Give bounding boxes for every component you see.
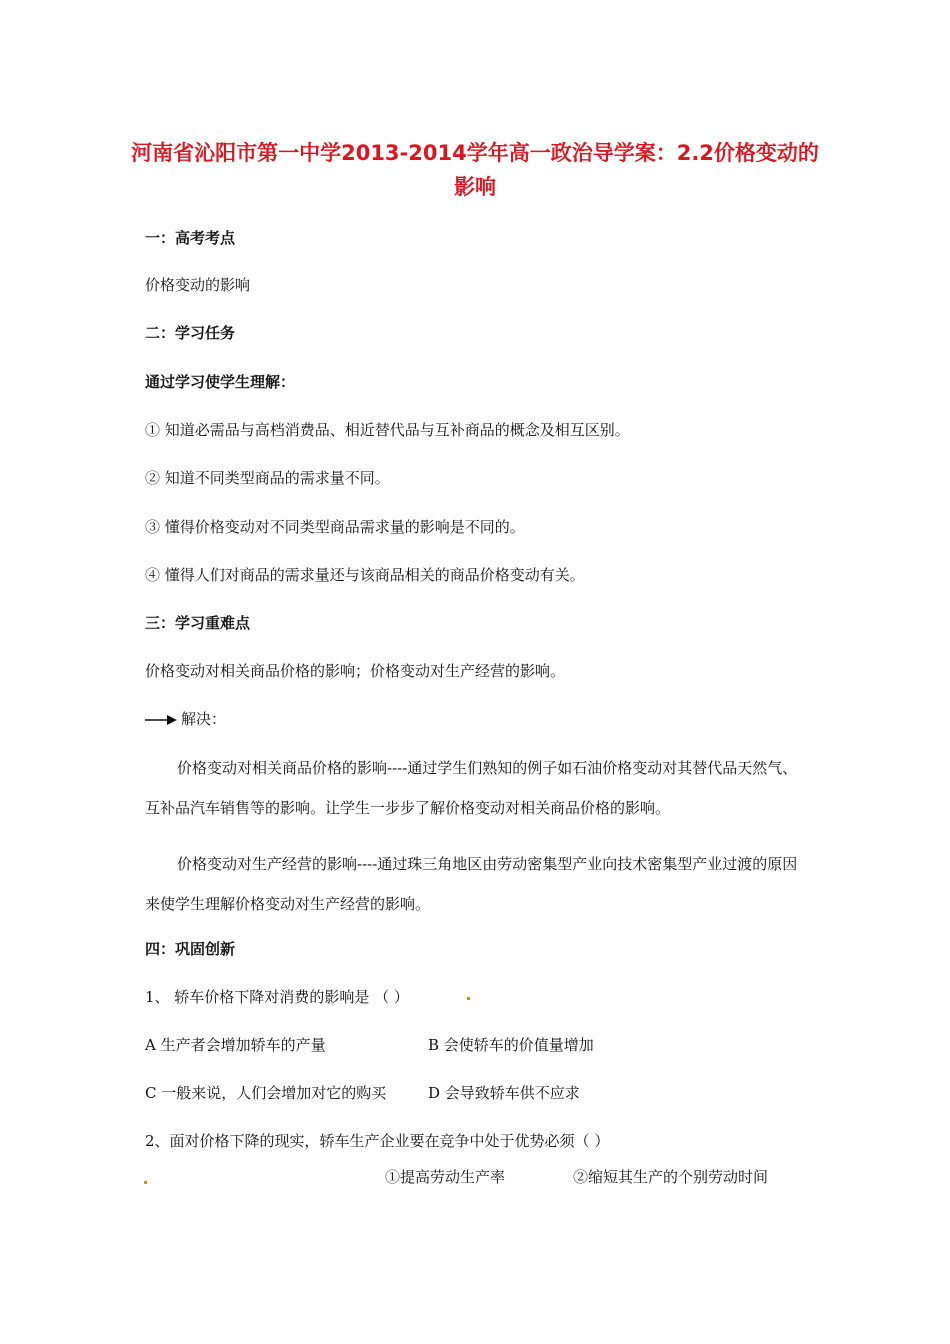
task-item-3: ③ 懂得价格变动对不同类型商品需求量的影响是不同的。 [145, 518, 525, 536]
task-item-4: ④ 懂得人们对商品的需求量还与该商品相关的商品价格变动有关。 [145, 566, 585, 584]
page-title: 河南省沁阳市第一中学2013-2014学年高一政治导学案：2.2价格变动的影响 [131, 141, 819, 199]
solution-paragraph-2: 价格变动对生产经营的影响----通过珠三角地区由劳动密集型产业向技术密集型产业过渡的原因来使学生理解价格变动对生产经营的影响。 [145, 855, 798, 913]
section-text-3: 价格变动对相关商品价格的影响；价格变动对生产经营的影响。 [145, 662, 566, 680]
section-text-1: 价格变动的影响 [145, 276, 251, 294]
solution-paragraph-1: 价格变动对相关商品价格的影响----通过学生们熟知的例子如石油价格变动对其替代品天然气、互补品汽车销售等的影响。让学生一步步了解价格变动对相关商品价格的影响。 [145, 759, 798, 817]
question-1-option-c: C 一般来说，人们会增加对它的购买 [145, 1084, 387, 1102]
question-2-option-2: ②缩短其生产的个别劳动时间 [573, 1168, 769, 1186]
question-1-option-b: B 会使轿车的价值量增加 [428, 1036, 594, 1054]
stray-mark [144, 1181, 147, 1184]
arrow-right-icon [145, 715, 177, 725]
question-2: 2、面对价格下降的现实，轿车生产企业要在竞争中处于优势必须（ ） [145, 1132, 610, 1150]
task-item-2: ② 知道不同类型商品的需求量不同。 [145, 469, 390, 487]
question-2-option-1: ①提高劳动生产率 [385, 1168, 506, 1186]
solve-line [145, 708, 226, 729]
section-heading-1: 一：高考考点 [145, 229, 236, 247]
section-subheading-2: 通过学习使学生理解： [145, 373, 296, 391]
solve-label: 解决： [181, 710, 227, 728]
question-1: 1、 轿车价格下降对消费的影响是 （ ） [145, 988, 409, 1006]
section-heading-3: 三：学习重难点 [145, 614, 251, 632]
section-heading-4: 四：巩固创新 [145, 940, 236, 958]
question-1-option-a: A 生产者会增加轿车的产量 [145, 1036, 326, 1054]
task-item-1: ① 知道必需品与高档消费品、相近替代品与互补商品的概念及相互区别。 [145, 421, 630, 439]
question-1-option-d: D 会导致轿车供不应求 [428, 1084, 580, 1102]
stray-mark [467, 997, 470, 1000]
section-heading-2: 二：学习任务 [145, 324, 236, 342]
